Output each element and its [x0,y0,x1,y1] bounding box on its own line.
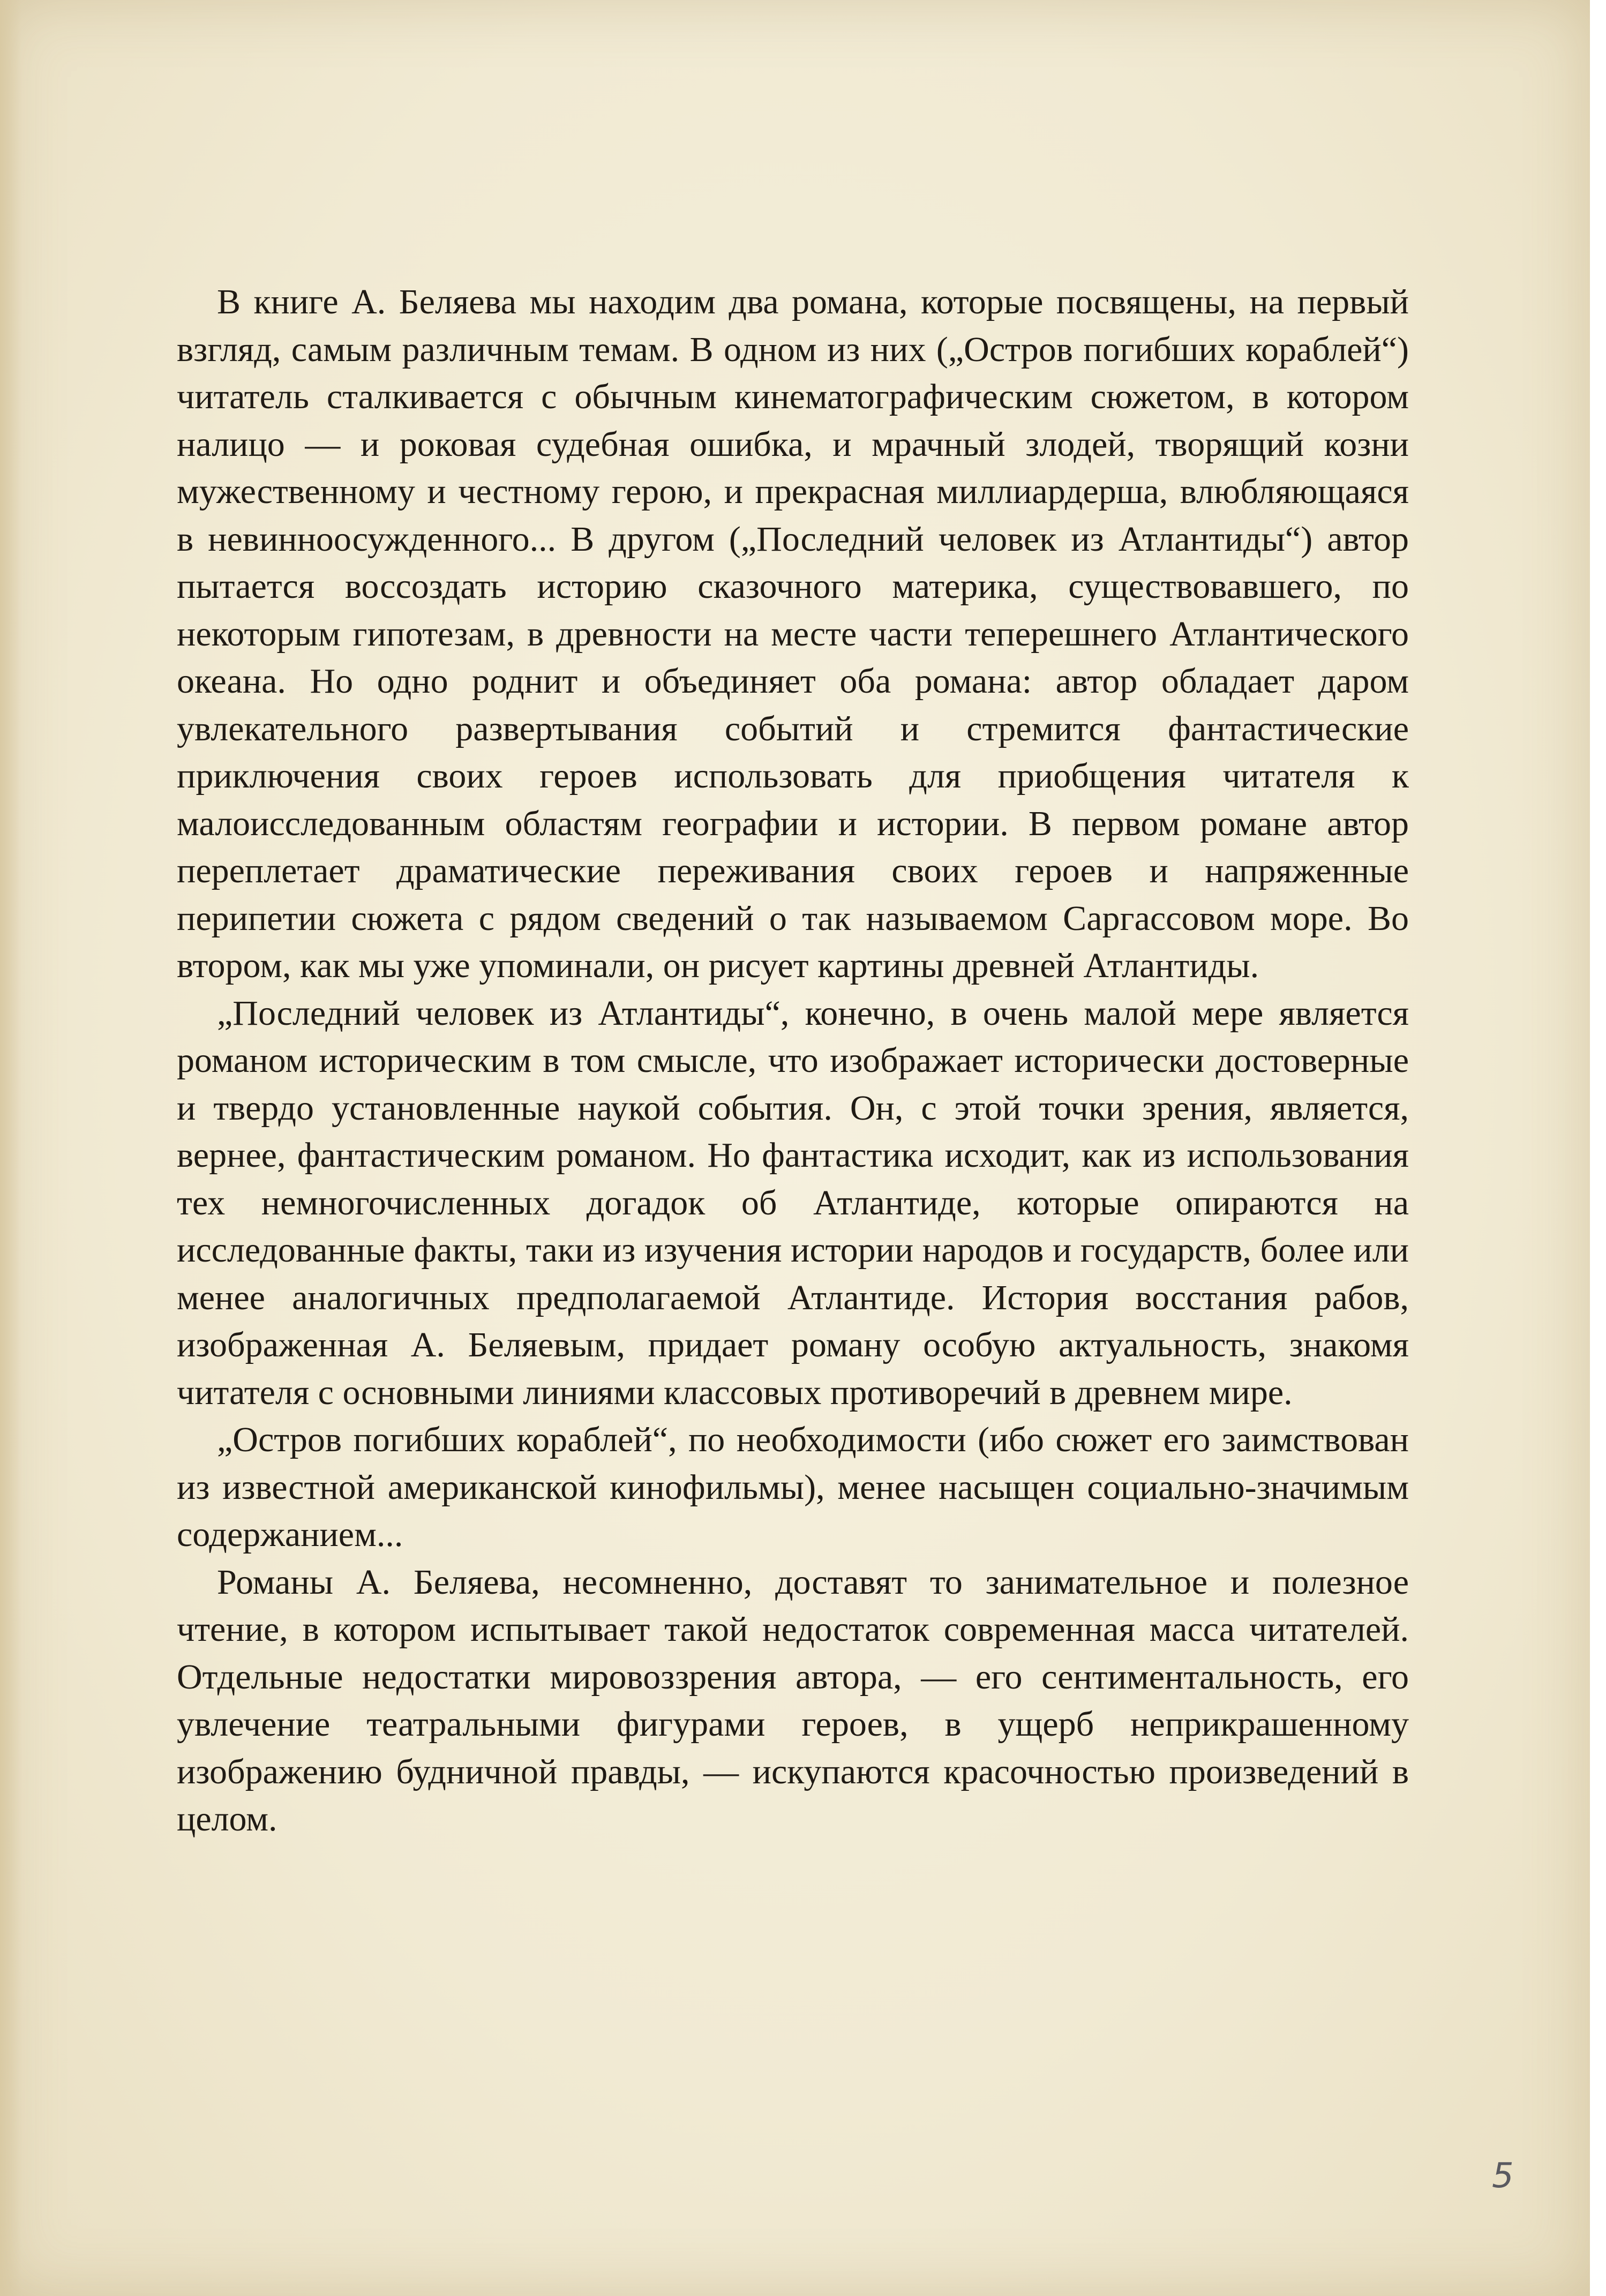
paragraph-1: В книге А. Беляева мы находим два романа, которые посвящены, на первый взгляд, самым различным темам. В одном из них („Остров погибших кораблей“) читатель сталкивается с обычным кинематографическим сюжетом, в котором налицо — и роковая судебная ошибка, и мрачный злодей, творящий козни мужественному и честному герою, и прекрасная миллиардерша, влюбляющаяся в невинноосужденного... В другом („Последний человек из Атлантиды“) автор пытается воссоздать историю сказочного материка, существовавшего, по некоторым гипотезам, в древности на месте части теперешнего Атлантического океана. Но одно роднит и объединяет оба романа: автор обладает даром увлекательного развертывания событий и стремится фантастические приключения своих героев использовать для приобщения читателя к малоисследованным областям географии и истории. В первом романе автор переплетает драматические переживания своих героев и напряженные перипетии сюжета с рядом сведений о так называемом Саргассовом море. Во втором, как мы уже упоминали, он рисует картины древней Атлантиды. [177,282,1409,985]
paragraph-3: „Остров погибших кораблей“, по необходимости (ибо сюжет его заимствован из известной американской кинофильмы), менее насыщен социально-значимым содержанием... [177,1420,1409,1554]
page-number: 5 [1492,2156,1514,2196]
paragraph-2: „Последний человек из Атлантиды“, конечно, в очень малой мере является романом историческим в том смысле, что изображает исторически достоверные и твердо установленные наукой события. Он, с этой точки зрения, является, вернее, фантастическим романом. Но фантастика исходит, как из использования тех немногочисленных догадок об Атлантиде, которые опираются на исследованные факты, таки из изучения истории народов и государств, более или менее аналогичных предполагаемой Атлантиде. История восстания рабов, изображенная А. Беляевым, придает роману особую актуальность, знакомя читателя с основными линиями классовых противоречий в древнем мире. [177,993,1409,1412]
page-edge-shadow [0,0,21,2296]
scan-margin [1590,0,1606,2296]
body-text [177,279,1409,1843]
paragraph-4: Романы А. Беляева, несомненно, доставят то занимательное и полезное чтение, в котором испытывает такой недостаток современная масса читателей. Отдельные недостатки мировоззрения автора, — его сентиментальность, его увлечение театральными фигурами героев, в ущерб неприкрашенному изображению будничной правды, — искупаются красочностью произведений в целом. [177,1562,1409,1839]
